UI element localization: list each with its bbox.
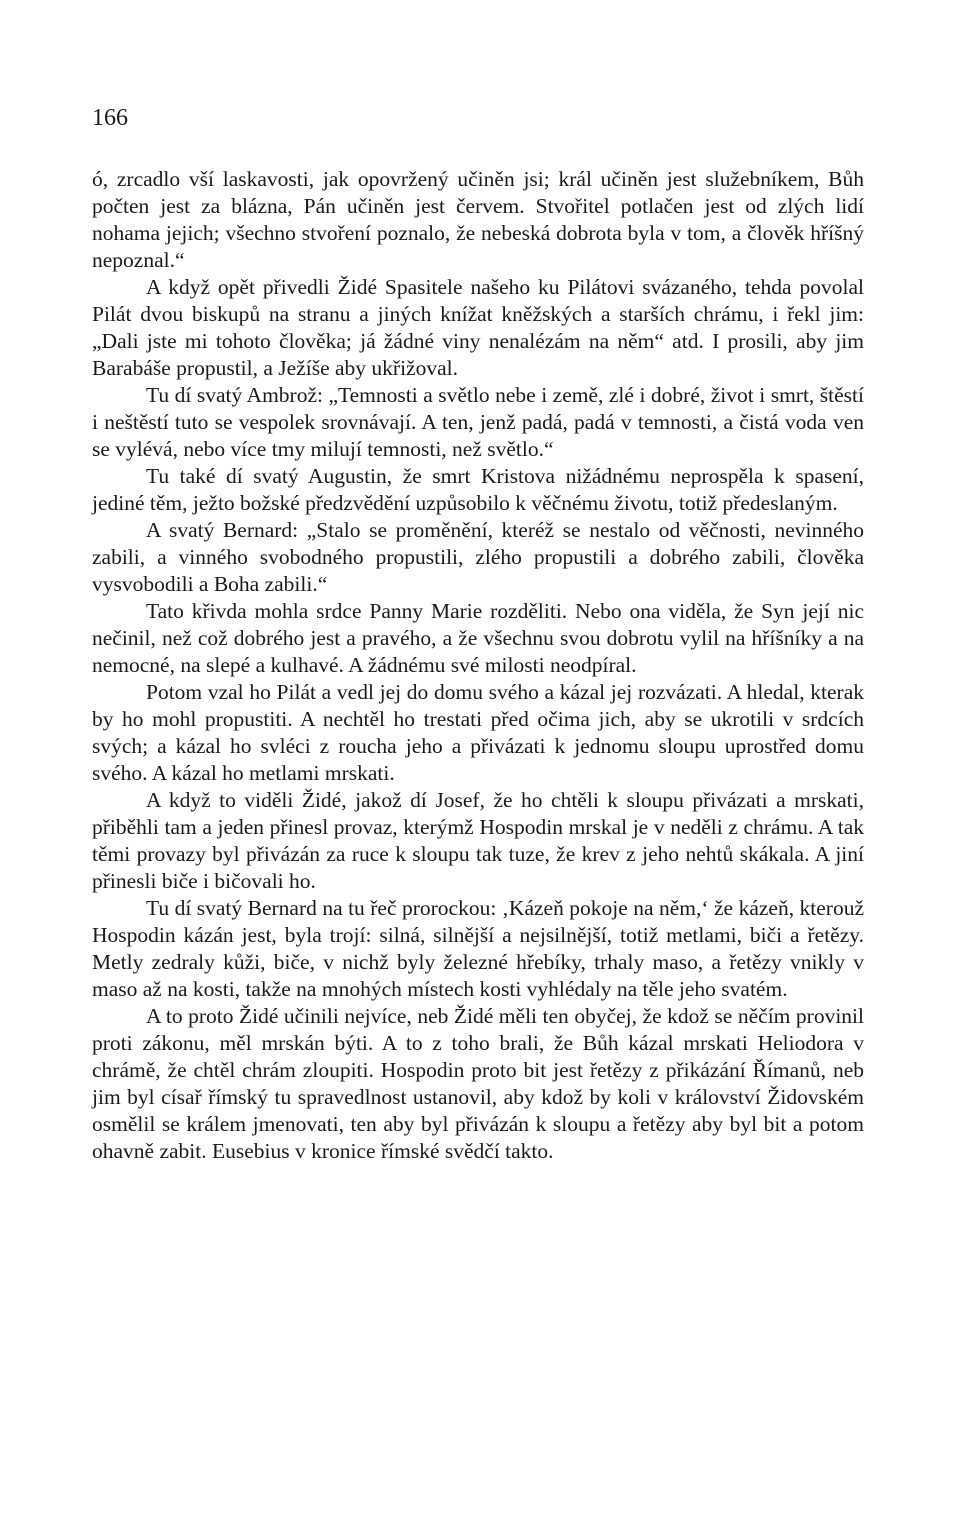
paragraph: Tu dí svatý Bernard na tu řeč prorockou: ‚Kázeň pokoje na něm,‘ že kázeň, kterouž Hospodin kázán jest, byla trojí: silná, silnější a nejsilnější, totiž metlami, biči a řetězy. Metly zedraly kůži, biče, v nichž byly železné hřebíky, trhaly maso, a řetězy vnikly v maso až na kosti, takže na mnohých místech kosti vyhlédaly na těle jeho svatém. xyxy=(92,896,864,1001)
page-number: 166 xyxy=(92,105,128,131)
paragraph: A svatý Bernard: „Stalo se proměnění, kteréž se nestalo od věčnosti, nevinného zabili, a vinného svobodného propustili, zlého propustili a dobrého zabili, člověka vysvobodili a Boha zabili.“ xyxy=(92,518,864,596)
paragraph: A když opět přivedli Židé Spasitele našeho ku Pilátovi svázaného, tehda povolal Pilát dvou biskupů na stranu a jiných knížat kněžských a starších chrámu, i řekl jim: „Dali jste mi tohoto člověka; já žádné viny nenalézám na něm“ atd. I prosili, aby jim Barabáše propustil, a Ježíše aby ukřižoval. xyxy=(92,275,864,380)
paragraph: A když to viděli Židé, jakož dí Josef, že ho chtěli k sloupu přivázati a mrskati, přiběhli tam a jeden přinesl provaz, kterýmž Hospodin mrskal je v neděli z chrámu. A tak těmi provazy byl přivázán za ruce k sloupu tak tuze, že krev z jeho nehtů skákala. A jiní přinesli biče i bičovali ho. xyxy=(92,788,864,893)
paragraph: Tato křivda mohla srdce Panny Marie rozděliti. Nebo ona viděla, že Syn její nic nečinil, než což dobrého jest a pravého, a že všechnu svou dobrotu vylil na hříšníky a na nemocné, na slepé a kulhavé. A žádnému své milosti neodpíral. xyxy=(92,599,864,677)
paragraph: Potom vzal ho Pilát a vedl jej do domu svého a kázal jej rozvázati. A hledal, kterak by ho mohl propustiti. A nechtěl ho trestati před očima jich, aby se ukrotili v srdcích svých; a kázal ho svléci z roucha jeho a přivázati k jednomu sloupu uprostřed domu svého. A kázal ho metlami mrskati. xyxy=(92,680,864,785)
paragraph: A to proto Židé učinili nejvíce, neb Židé měli ten obyčej, že kdož se něčím provinil proti zákonu, měl mrskán býti. A to z toho brali, že Bůh kázal mrskati Heliodora v chrámě, že chtěl chrám zloupiti. Hospodin proto bit jest řetězy z přikázání Římanů, neb jim byl císař římský tu spravedlnost ustanovil, aby kdož by koli v království Židovském osmělil se králem jmenovati, ten aby byl přivázán k sloupu a řetězy aby byl bit a potom ohavně zabit. Eusebius v kronice římské svědčí takto. xyxy=(92,1004,864,1163)
paragraph: ó, zrcadlo vší laskavosti, jak opovržený učiněn jsi; král učiněn jest služebníkem, Bůh počten jest za blázna, Pán učiněn jest červem. Stvořitel potlačen jest od zlých lidí nohama jejich; všechno stvoření poznalo, že nebeská dobrota byla v tom, a člověk hříšný nepoznal.“ xyxy=(92,167,864,272)
body-text xyxy=(92,166,864,1165)
paragraph: Tu dí svatý Ambrož: „Temnosti a světlo nebe i země, zlé i dobré, život i smrt, štěstí i neštěstí tuto se vespolek srovnávají. A ten, jenž padá, padá v temnosti, a čistá voda ven se vylévá, nebo více tmy milují temnosti, než světlo.“ xyxy=(92,383,864,461)
paragraph: Tu také dí svatý Augustin, že smrt Kristova nižádnému neprospěla k spasení, jediné těm, ježto božské předzvědění uzpůsobilo k věčnému životu, totiž předeslaným. xyxy=(92,464,864,515)
